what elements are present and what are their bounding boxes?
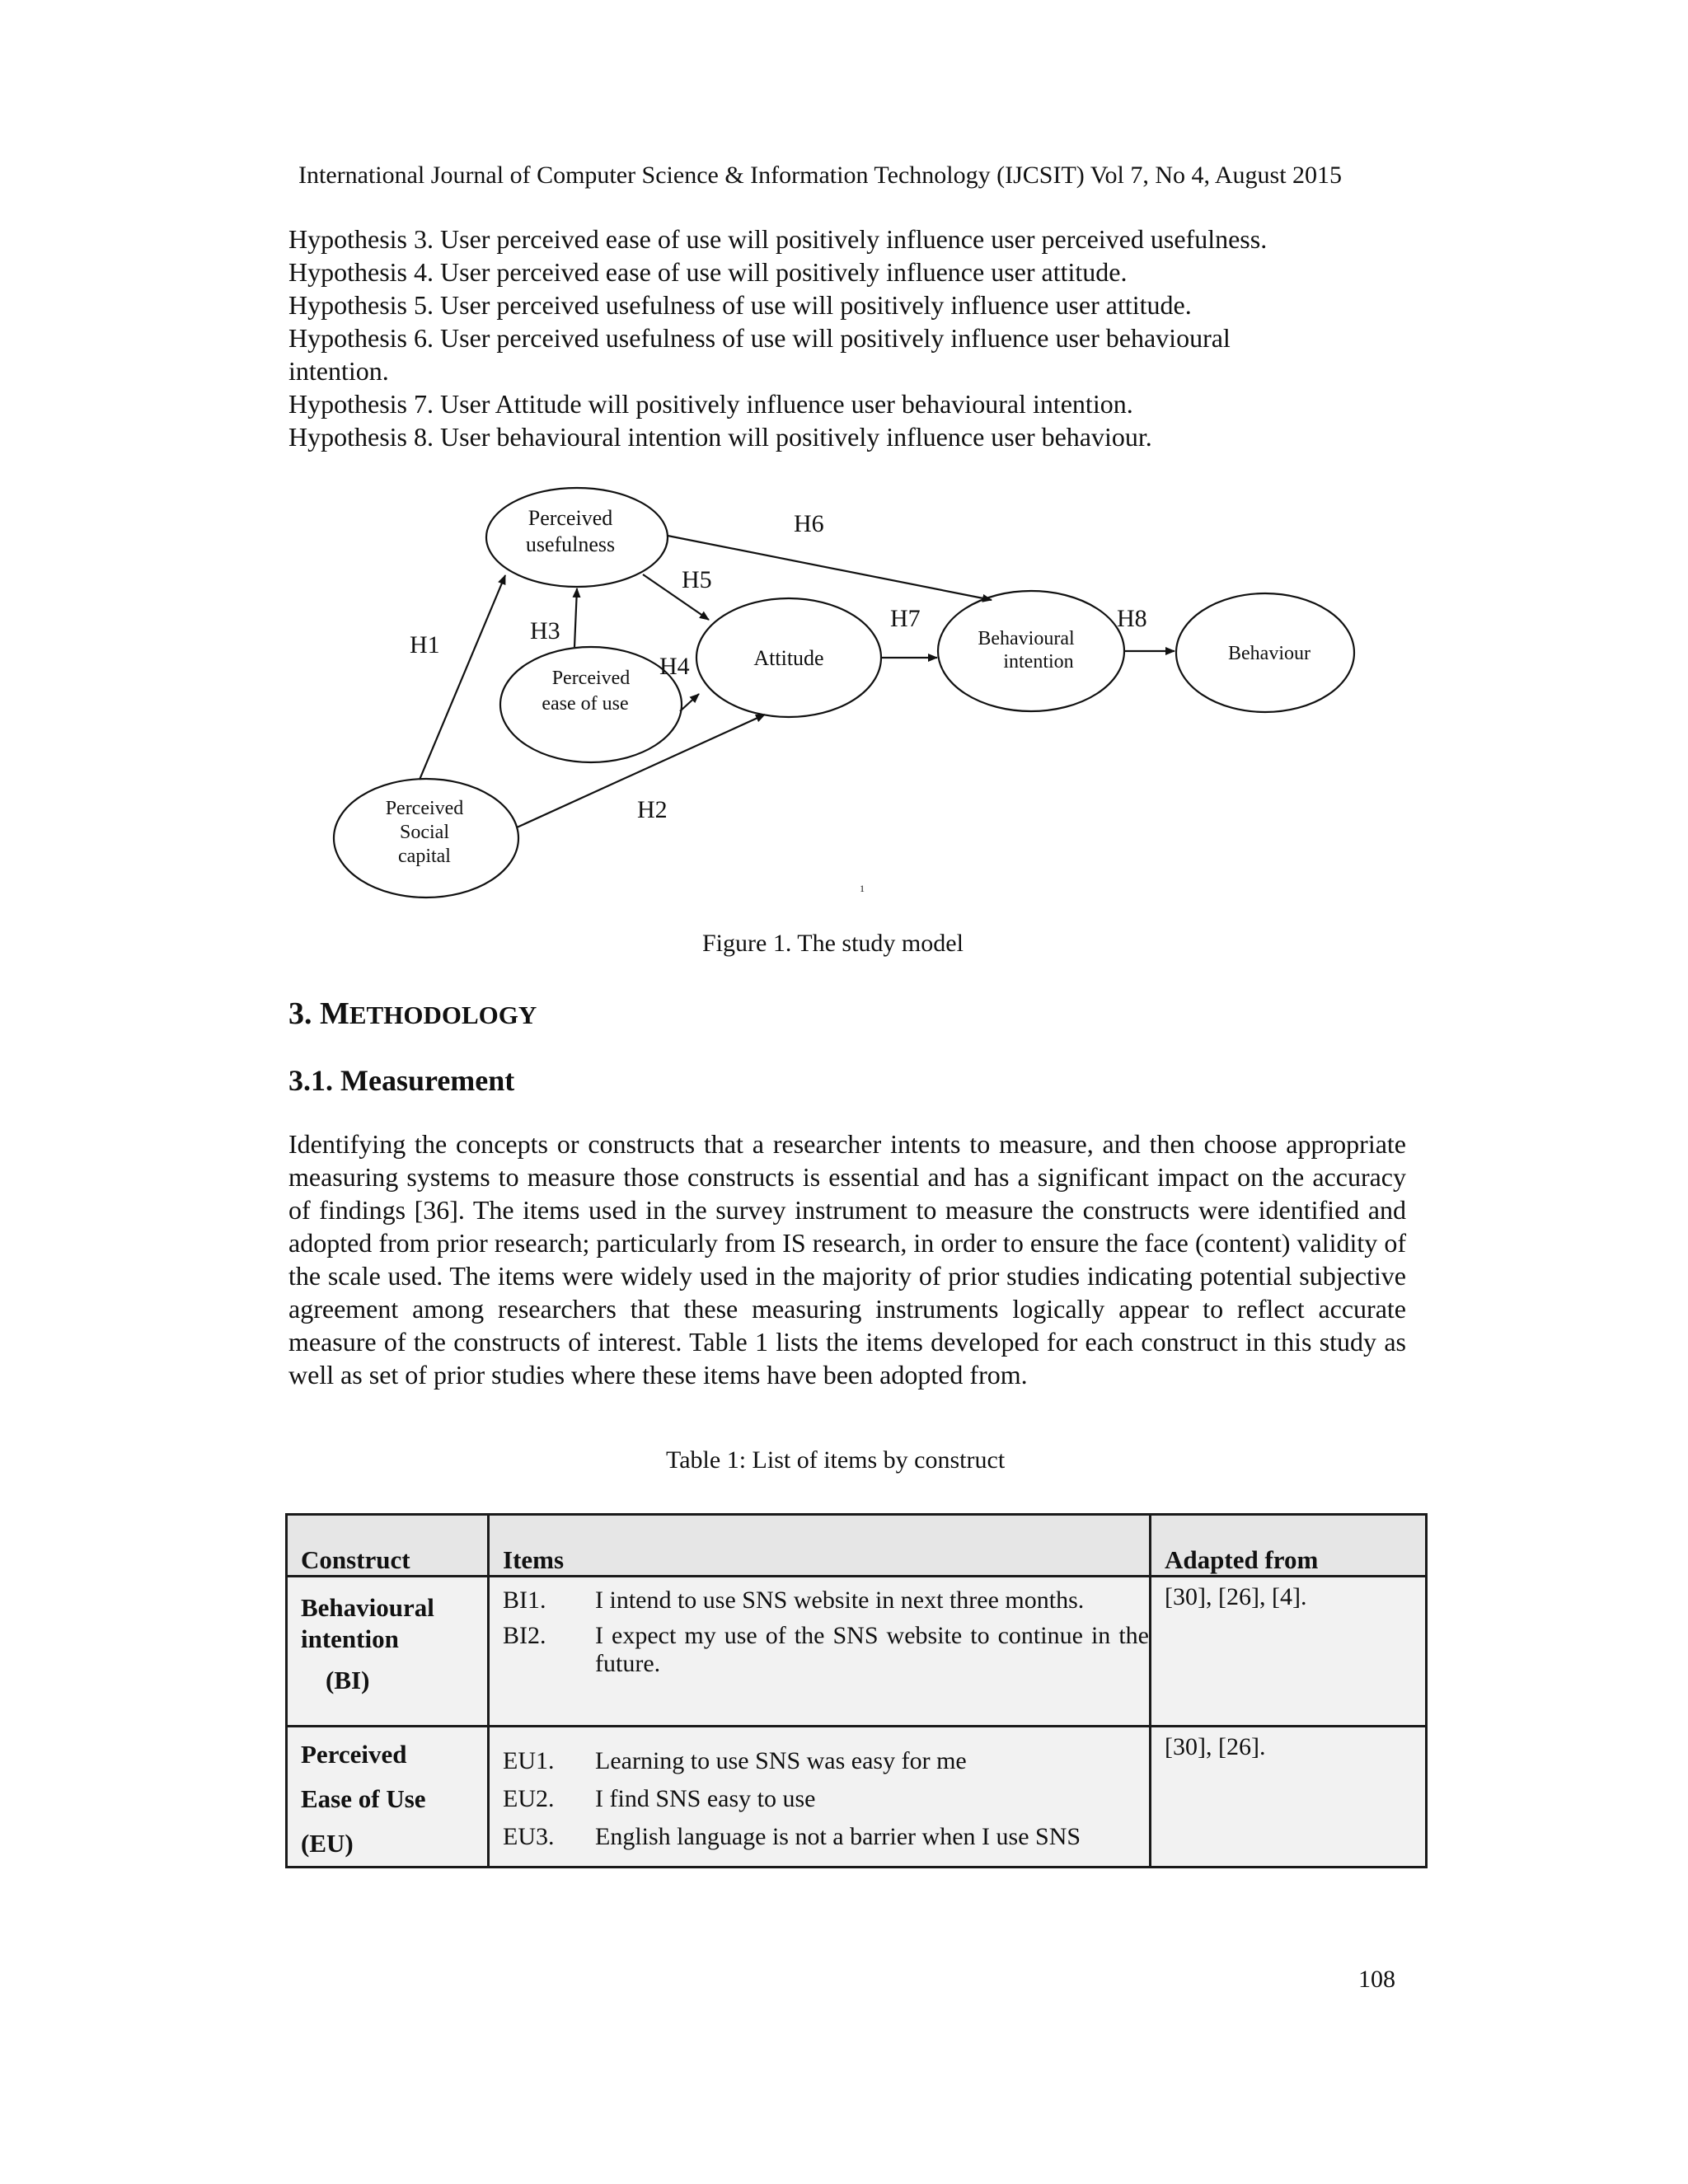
edge-label-h1: H1 [410,631,440,658]
edge-label-h7: H7 [890,605,921,632]
edge-label-h8: H8 [1117,605,1147,632]
hypothesis-5: Hypothesis 5. User perceived usefulness of use will positively influence user attitude. [288,290,1192,320]
item-bi2: BI2. I expect my use of the SNS website to continue in the future. [503,1622,1149,1677]
adapted-cell: [30], [26]. [1151,1727,1427,1868]
hypothesis-7: Hypothesis 7. User Attitude will positively influence user behavioural intention. [288,389,1133,419]
items-table [285,1513,1428,1868]
node-label: Perceived [528,506,613,530]
items-cell [489,1727,1151,1868]
node-label: ease of use [542,693,629,715]
items-cell [489,1577,1151,1727]
node-label: Perceived [385,798,464,819]
hypothesis-6-continued: intention. [288,356,389,386]
node-label: intention [1003,651,1074,673]
node-label: Attitude [753,646,824,670]
page-number: 108 [1358,1966,1395,1993]
item-bi1: BI1. I intend to use SNS website in next three months. [503,1586,1085,1614]
table-caption: Table 1: List of items by construct [666,1446,1006,1474]
item-eu1: EU1. Learning to use SNS was easy for me [503,1747,967,1774]
body-paragraph: Identifying the concepts or constructs that a researcher intents to measure, and then choose appropriate measuring systems to measure those constructs is essential and has a significant impact on the accuracy of findings [36]. The items used in the survey instrument to measure the constructs were identified and adopted from prior research; particularly from IS research, in order to ensure the face (content) validity of the scale used. The items were widely used in the majority of prior studies indicating potential subjective agreement among researchers that these measuring instruments logically appear to reflect accurate measure of the constructs of interest. Table 1 lists the items developed for each construct in this study as well as set of prior studies where these items have been adopted from. [288,1129,1406,1390]
section-title [288,996,537,1032]
header-items: Items [489,1515,1151,1577]
hypothesis-8: Hypothesis 8. User behavioural intention will positively influence user behaviour. [288,422,1152,452]
item-eu3: EU3. English language is not a barrier when I use SNS [503,1823,1081,1850]
node-label: Perceived [551,668,631,689]
figure-caption: Figure 1. The study model [702,930,964,957]
edge-label-h5: H5 [682,566,712,593]
section-rest: ETHODOLOGY [349,1001,537,1029]
edge-label-h2: H2 [637,796,668,823]
item-eu2: EU2. I find SNS easy to use [503,1785,816,1812]
node-label: Behavioural [978,628,1075,649]
table-row [287,1577,1427,1727]
subsection-title: 3.1. Measurement [288,1064,515,1097]
hypothesis-6: Hypothesis 6. User perceived usefulness of use will positively influence user behavioural [288,323,1231,353]
edge-h6 [668,536,992,600]
section-initial: M [320,996,349,1031]
edge-label-h3: H3 [530,617,560,644]
construct-cell: Perceived Ease of Use (EU) [287,1727,489,1868]
hypothesis-4: Hypothesis 4. User perceived ease of use will positively influence user attitude. [288,257,1128,287]
node-label: usefulness [525,532,616,556]
stray-mark: 1 [860,883,865,894]
node-label: Behaviour [1228,643,1311,664]
construct-cell: Behavioural intention (BI) [287,1577,489,1727]
hypothesis-3: Hypothesis 3. User perceived ease of use will positively influence user perceived usefulness. [288,224,1268,254]
node-label: capital [398,846,451,867]
header-construct: Construct [287,1515,489,1577]
table-row [287,1727,1427,1868]
adapted-cell: [30], [26], [4]. [1151,1577,1427,1727]
journal-header: International Journal of Computer Science & Information Technology (IJCSIT) Vol 7, No 4, August 2015 [298,162,1343,189]
edge-label-h6: H6 [794,510,824,537]
edge-label-h4: H4 [659,653,690,680]
header-adapted-from: Adapted from [1151,1515,1427,1577]
node-label: Social [400,822,449,843]
study-model-diagram [326,478,1372,923]
edge-h4 [680,694,699,711]
edge-h1 [420,575,505,780]
section-number: 3. [288,996,312,1031]
edge-h3 [574,588,577,647]
table-header-row [287,1515,1427,1577]
